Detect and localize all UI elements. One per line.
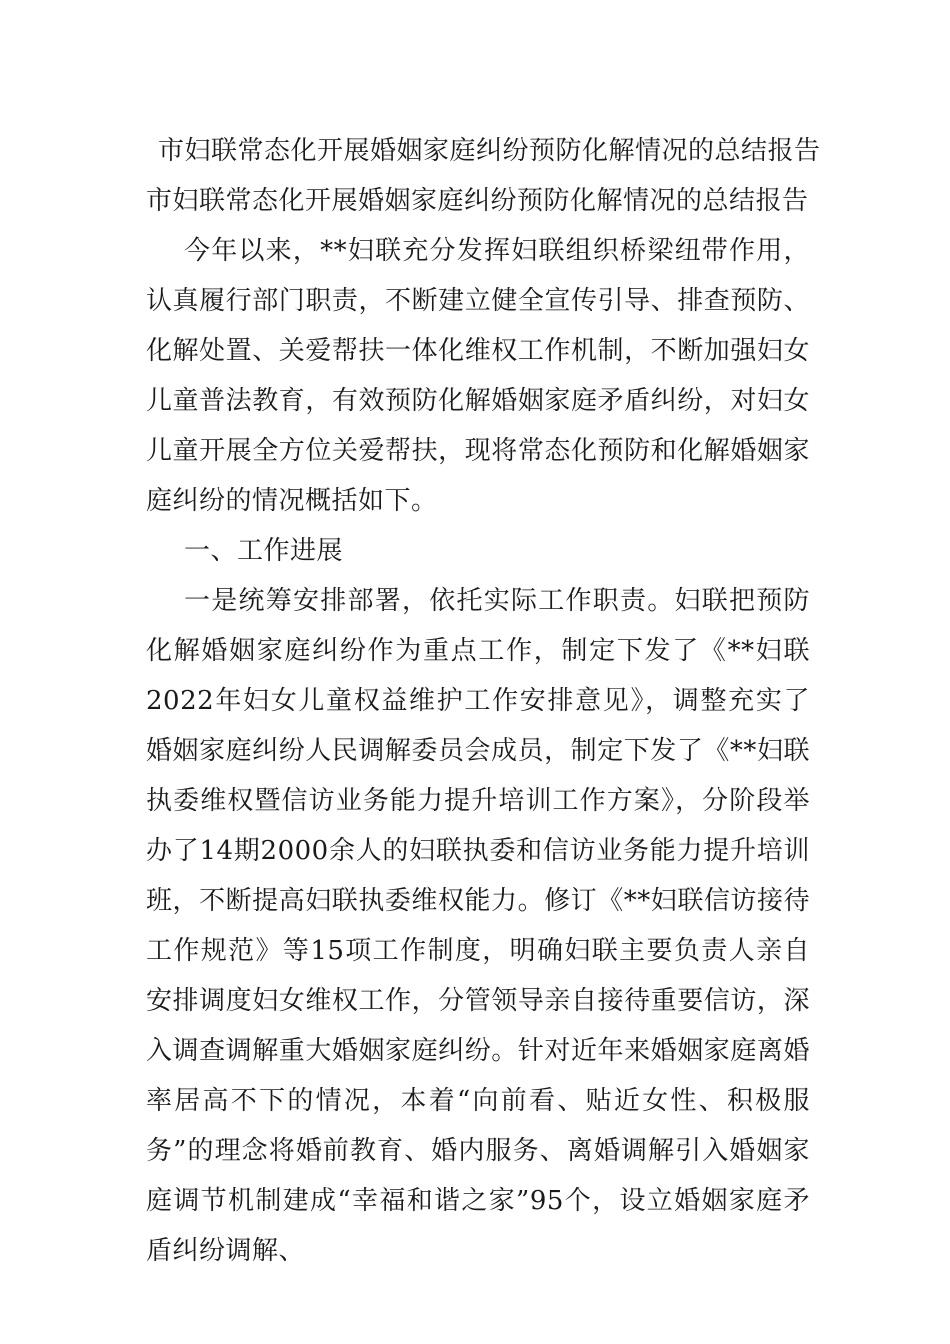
document-body [146, 126, 821, 1276]
intro-paragraph: 今年以来，**妇联充分发挥妇联组织桥梁纽带作用，认真履行部门职责，不断建立健全宣传引导、排查预防、化解处置、关爱帮扶一体化维权工作机制，不断加强妇女儿童普法教育，有效预防化解婚姻家庭矛盾纠纷，对妇女儿童开展全方位关爱帮扶，现将常态化预防和化解婚姻家庭纠纷的情况概括如下。 [146, 236, 810, 516]
section-heading: 一、工作进展 [184, 536, 344, 566]
document-title-repeat: 市妇联常态化开展婚姻家庭纠纷预防化解情况的总结报告 [146, 186, 809, 216]
document-title: 市妇联常态化开展婚姻家庭纠纷预防化解情况的总结报告 [158, 136, 821, 166]
body-paragraph: 一是统筹安排部署，依托实际工作职责。妇联把预防化解婚姻家庭纠纷作为重点工作，制定下发了《**妇联2022年妇女儿童权益维护工作安排意见》，调整充实了婚姻家庭纠纷人民调解委员会成员，制定下发了《**妇联执委维权暨信访业务能力提升培训工作方案》，分阶段举办了14期2000余人的妇联执委和信访业务能力提升培训班，不断提高妇联执委维权能力。修订《**妇联信访接待工作规范》等15项工作制度，明确妇联主要负责人亲自安排调度妇女维权工作，分管领导亲自接待重要信访，深入调查调解重大婚姻家庭纠纷。针对近年来婚姻家庭离婚率居高不下的情况，本着“向前看、贴近女性、积极服务”的理念将婚前教育、婚内服务、离婚调解引入婚姻家庭调节机制建成“幸福和谐之家”95个，设立婚姻家庭矛盾纠纷调解、 [146, 586, 810, 1266]
